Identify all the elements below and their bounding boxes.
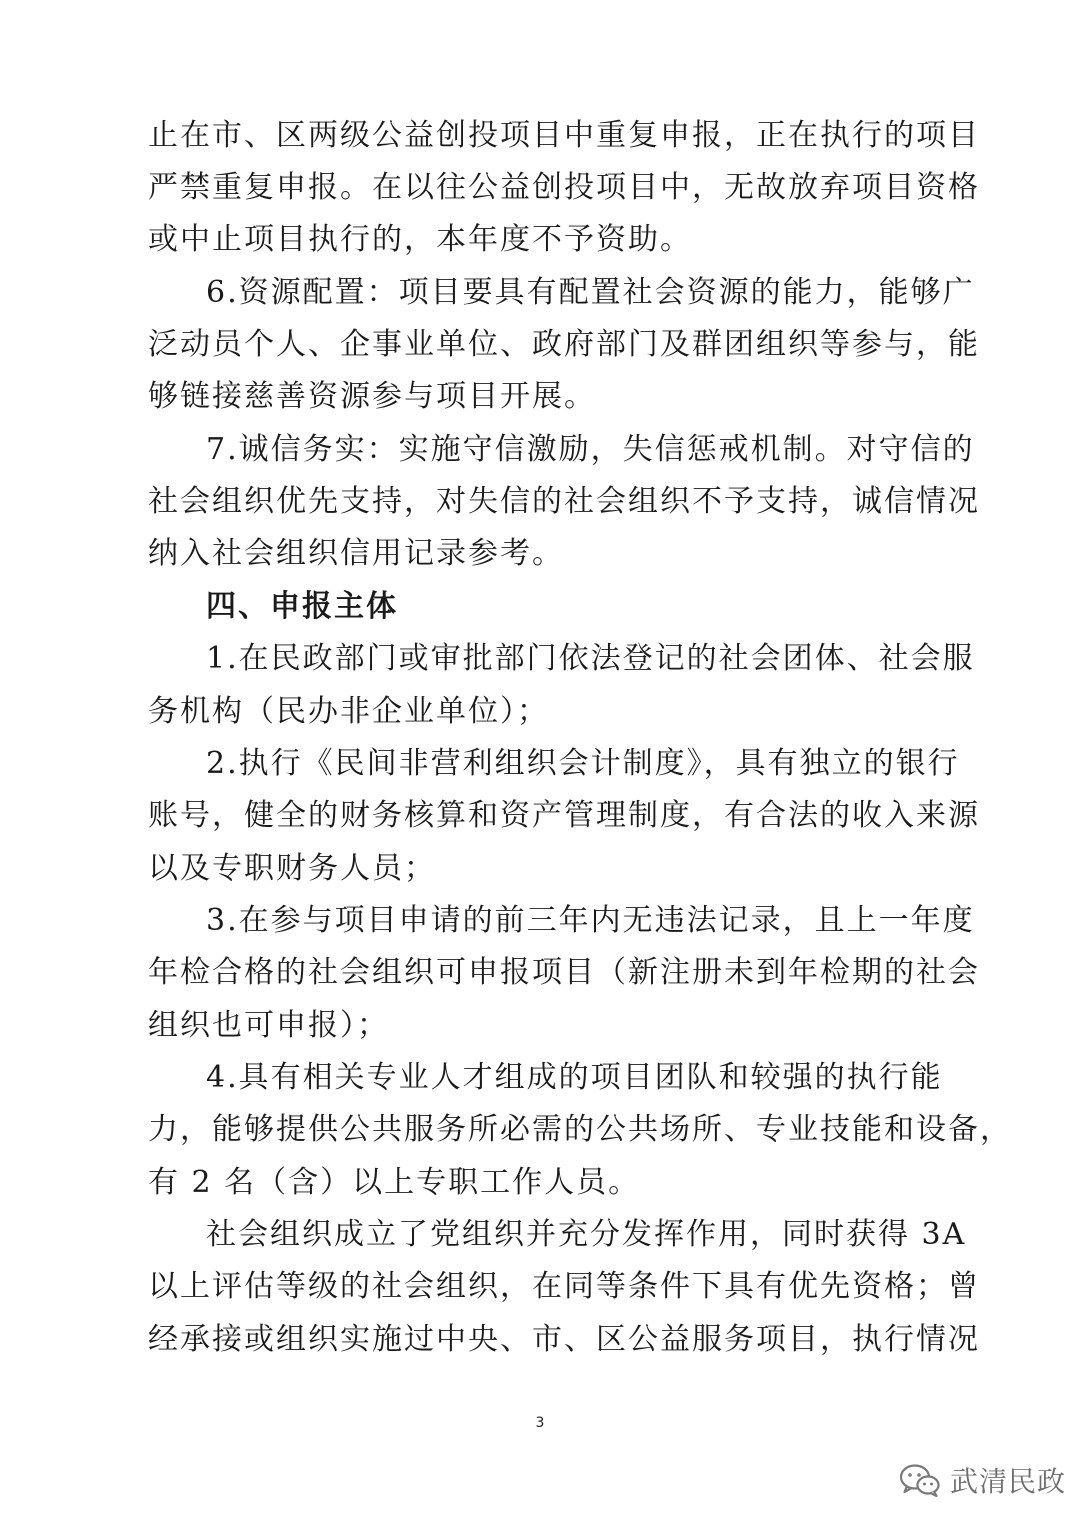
paragraph-resource-allocation: 6.资源配置：项目要具有配置社会资源的能力，能够广 <box>206 275 975 310</box>
text-line: 够链接慈善资源参与项目开展。 <box>148 379 596 414</box>
text-line: 或中止项目执行的，本年度不予资助。 <box>148 222 692 257</box>
paragraph-eligibility-4: 4.具有相关专业人才组成的项目团队和较强的执行能 <box>206 1060 943 1095</box>
page-number: 3 <box>535 1415 545 1431</box>
text-line: 经承接或组织实施过中央、市、区公益服务项目，执行情况 <box>148 1322 980 1357</box>
account-watermark <box>898 1456 1066 1504</box>
text-line: 以及专职财务人员； <box>148 851 436 886</box>
paragraph-eligibility-3: 3.在参与项目申请的前三年内无违法记录，且上一年度 <box>206 903 975 938</box>
text-line: 泛动员个人、企事业单位、政府部门及群团组织等参与，能 <box>148 327 980 362</box>
text-line: 纳入社会组织信用记录参考。 <box>148 536 564 571</box>
watermark-text: 武清民政 <box>950 1465 1067 1498</box>
wechat-icon <box>898 1462 942 1498</box>
paragraph-eligibility-2: 2.执行《民间非营利组织会计制度》，具有独立的银行 <box>206 746 960 781</box>
paragraph-eligibility-1: 1.在民政部门或审批部门依法登记的社会团体、社会服 <box>206 641 975 676</box>
paragraph-integrity: 7.诚信务实：实施守信激励，失信惩戒机制。对守信的 <box>206 432 975 467</box>
text-line: 社会组织优先支持，对失信的社会组织不予支持，诚信情况 <box>148 484 980 519</box>
text-line: 力，能够提供公共服务所必需的公共场所、专业技能和设备， <box>148 1112 1012 1147</box>
text-line: 账号，健全的财务核算和资产管理制度，有合法的收入来源 <box>148 798 980 833</box>
text-line: 组织也可申报）； <box>148 1008 389 1043</box>
paragraph-priority: 社会组织成立了党组织并充分发挥作用，同时获得 3A <box>206 1217 967 1252</box>
section-heading: 四、申报主体 <box>206 589 398 624</box>
text-line: 有 2 名（含）以上专职工作人员。 <box>148 1165 641 1200</box>
text-line: 止在市、区两级公益创投项目中重复申报，正在执行的项目 <box>148 118 980 153</box>
text-line: 年检合格的社会组织可申报项目（新注册未到年检期的社会 <box>148 955 980 990</box>
text-line: 严禁重复申报。在以往公益创投项目中，无故放弃项目资格 <box>148 170 980 205</box>
text-line: 以上评估等级的社会组织，在同等条件下具有优先资格；曾 <box>148 1269 980 1304</box>
text-line: 务机构（民办非企业单位）； <box>148 694 549 729</box>
